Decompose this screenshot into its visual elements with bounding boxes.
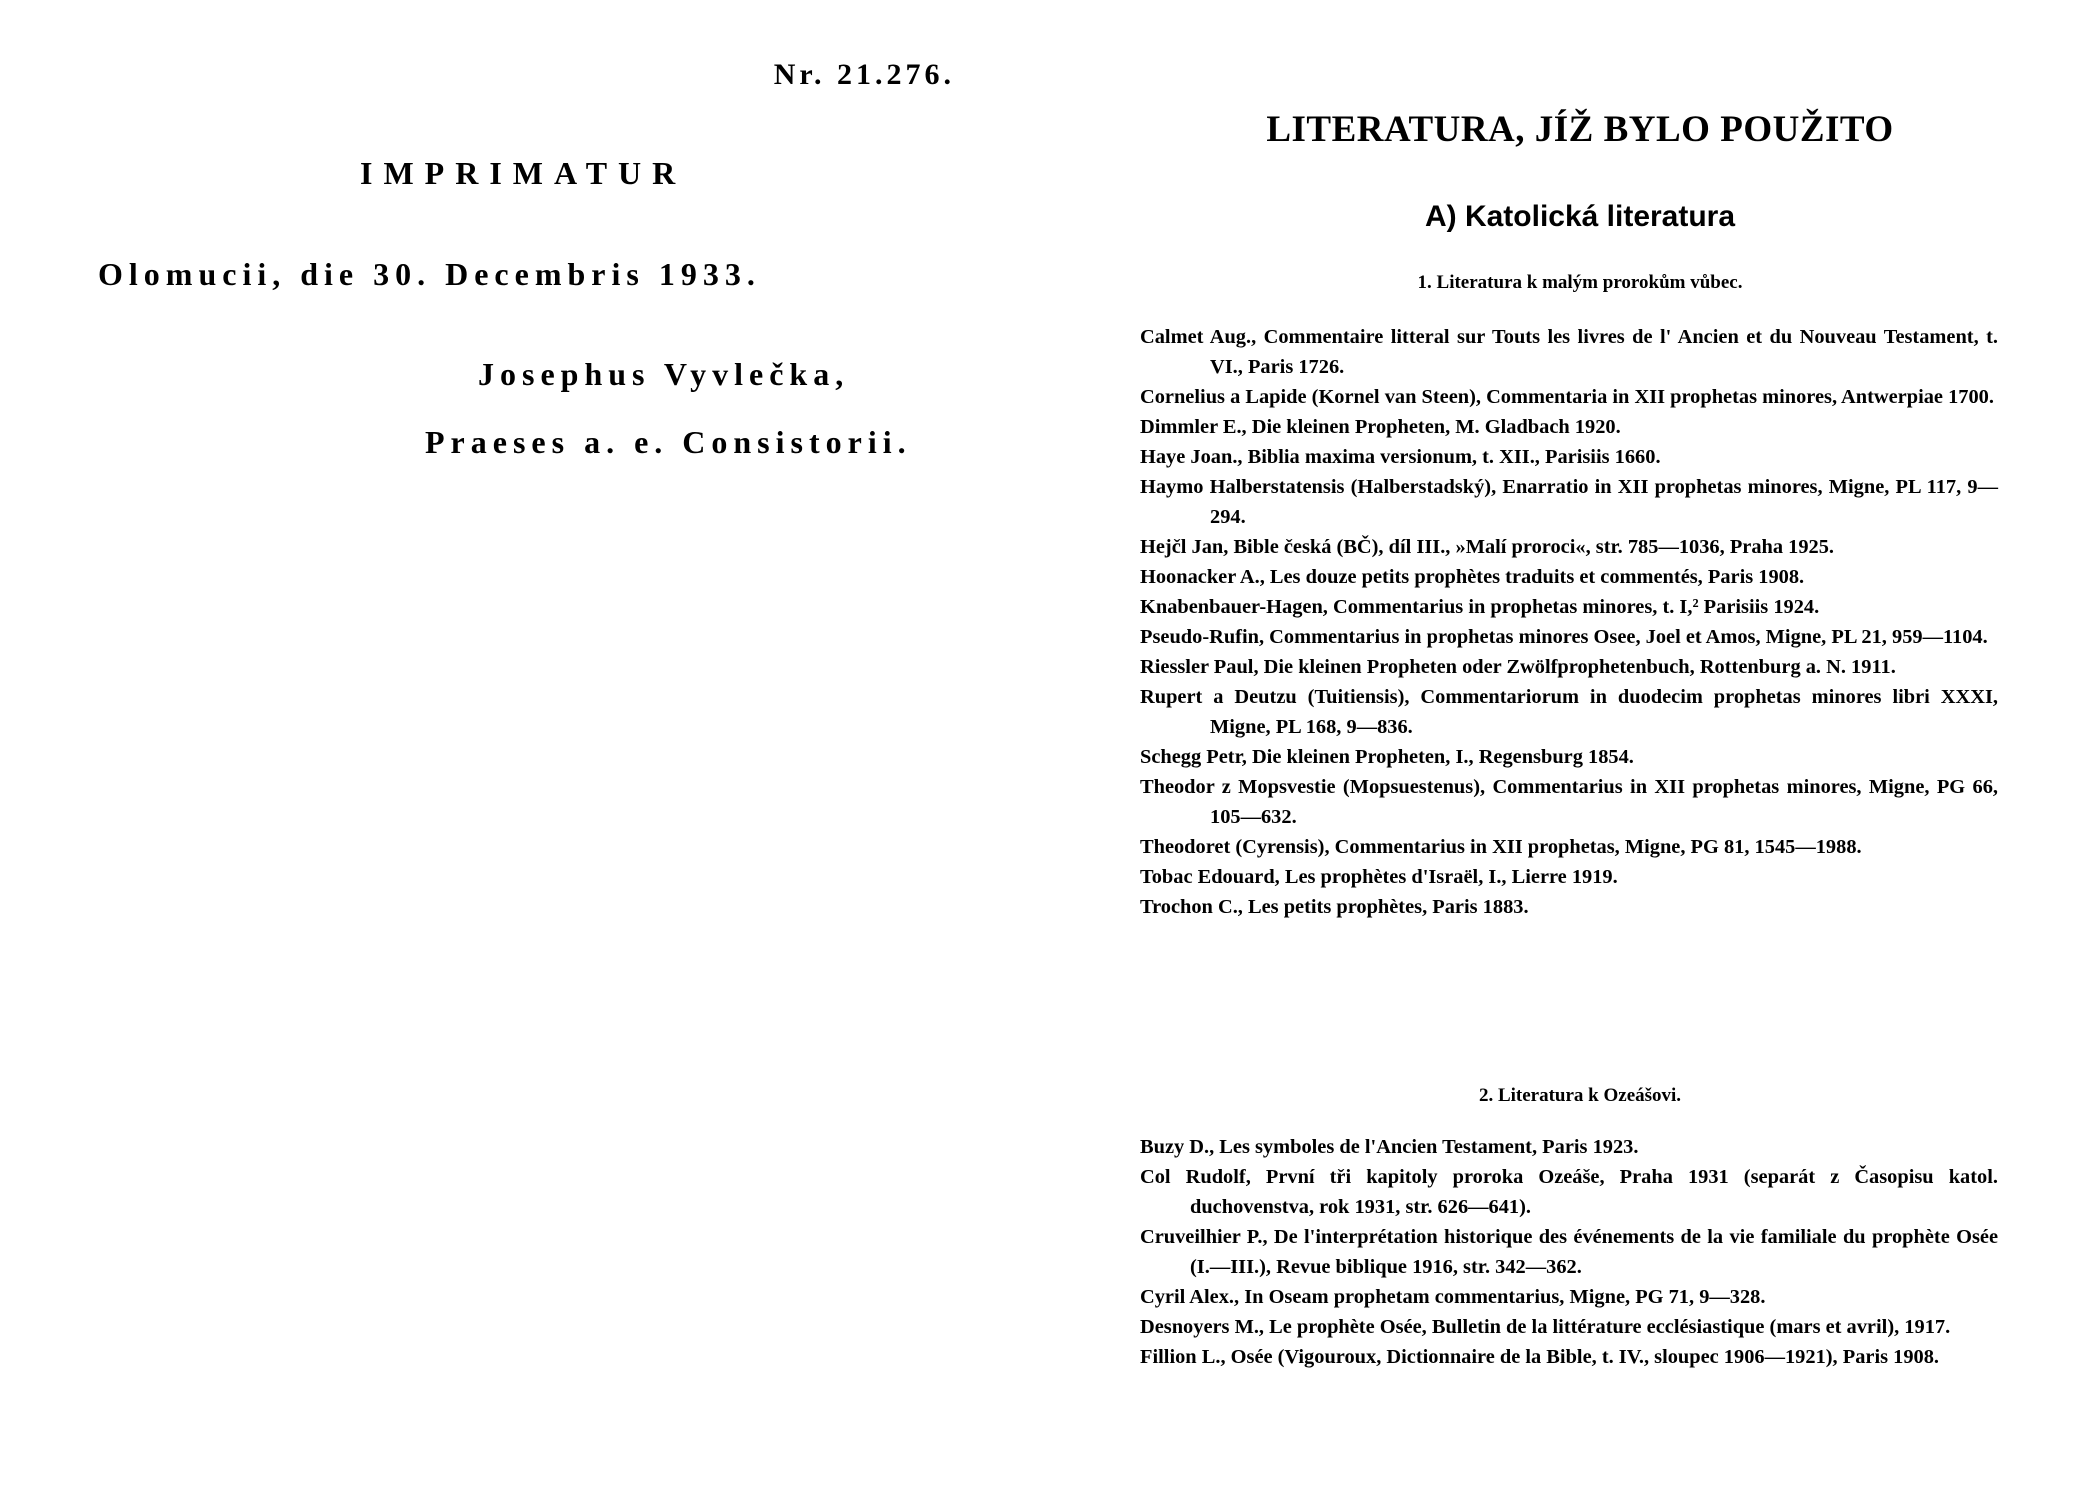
bibliography-entry: Rupert a Deutzu (Tuitiensis), Commentariorum in duodecim prophetas minores libri XXXI, Migne, PL 168, 9—836. [1140,686,1998,738]
bibliography-list-hosea [1140,1132,1998,1372]
bibliography-entry: Knabenbauer-Hagen, Commentarius in prophetas minores, t. I,² Parisiis 1924. [1140,596,1820,618]
bibliography-entry: Riessler Paul, Die kleinen Propheten oder Zwölfprophetenbuch, Rottenburg a. N. 1911. [1140,656,1896,678]
bibliography-entry: Cyril Alex., In Oseam prophetam commentarius, Migne, PG 71, 9—328. [1140,1286,1766,1308]
bibliography-entry: Tobac Edouard, Les prophètes d'Israël, I., Lierre 1919. [1140,866,1618,888]
signatory-title: Praeses a. e. Consistorii. [425,424,912,460]
bibliography-entry: Theodor z Mopsvestie (Mopsuestenus), Commentarius in XII prophetas minores, Migne, PG 66, 105—632. [1140,776,1998,828]
bibliography-entry: Pseudo-Rufin, Commentarius in prophetas minores Osee, Joel et Amos, Migne, PL 21, 959—1104. [1140,626,1988,648]
imprimatur-heading: IMPRIMATUR [360,155,687,191]
bibliography-entry: Fillion L., Osée (Vigouroux, Dictionnaire de la Bible, t. IV., sloupec 1906—1921), Paris 1908. [1140,1346,1940,1368]
signatory-name: Josephus Vyvlečka, [478,356,850,392]
bibliography-entry: Dimmler E., Die kleinen Propheten, M. Gladbach 1920. [1140,416,1621,438]
bibliography-entry: Cornelius a Lapide (Kornel van Steen), Commentaria in XII prophetas minores, Antwerpiae 1700. [1140,386,1994,408]
subsection-1-heading: 1. Literatura k malým prorokům vůbec. [1417,272,1743,293]
right-page [1140,0,2020,1500]
bibliography-entry: Schegg Petr, Die kleinen Propheten, I., Regensburg 1854. [1140,746,1634,768]
bibliography-title: LITERATURA, JÍŽ BYLO POUŽITO [1266,109,1894,150]
subsection-2-heading: 2. Literatura k Ozeášovi. [1478,1085,1682,1106]
bibliography-entry: Hejčl Jan, Bible česká (BČ), díl III., »Malí proroci«, str. 785—1036, Praha 1925. [1140,536,1835,558]
section-a-heading: A) Katolická literatura [1424,200,1736,233]
approval-number: Nr. 21.276. [773,58,955,91]
place-date: Olomucii, die 30. Decembris 1933. [98,256,761,292]
bibliography-entry: Hoonacker A., Les douze petits prophètes traduits et commentés, Paris 1908. [1140,566,1805,588]
bibliography-list-general [1140,322,1998,922]
bibliography-entry: Haymo Halberstatensis (Halberstadský), Enarratio in XII prophetas minores, Migne, PL 117, 9—294. [1140,476,1998,528]
bibliography-entry: Calmet Aug., Commentaire litteral sur Touts les livres de l' Ancien et du Nouveau Testament, t. VI., Paris 1726. [1140,326,1998,378]
bibliography-entry: Trochon C., Les petits prophètes, Paris 1883. [1140,896,1529,918]
bibliography-entry: Theodoret (Cyrensis), Commentarius in XII prophetas, Migne, PG 81, 1545—1988. [1140,836,1862,858]
bibliography-entry: Cruveilhier P., De l'interprétation historique des événements de la vie familiale du prophète Osée (I.—III.), Revue biblique 1916, str. 342—362. [1140,1226,1998,1278]
bibliography-entry: Col Rudolf, První tři kapitoly proroka Ozeáše, Praha 1931 (separát z Časopisu katol. duchovenstva, rok 1931, str. 626—641). [1140,1166,1998,1218]
bibliography-entry: Haye Joan., Biblia maxima versionum, t. XII., Parisiis 1660. [1140,446,1661,468]
left-page [0,0,1040,1500]
bibliography-entry: Desnoyers M., Le prophète Osée, Bulletin de la littérature ecclésiastique (mars et avril), 1917. [1140,1316,1951,1338]
bibliography-entry: Buzy D., Les symboles de l'Ancien Testament, Paris 1923. [1140,1136,1639,1158]
